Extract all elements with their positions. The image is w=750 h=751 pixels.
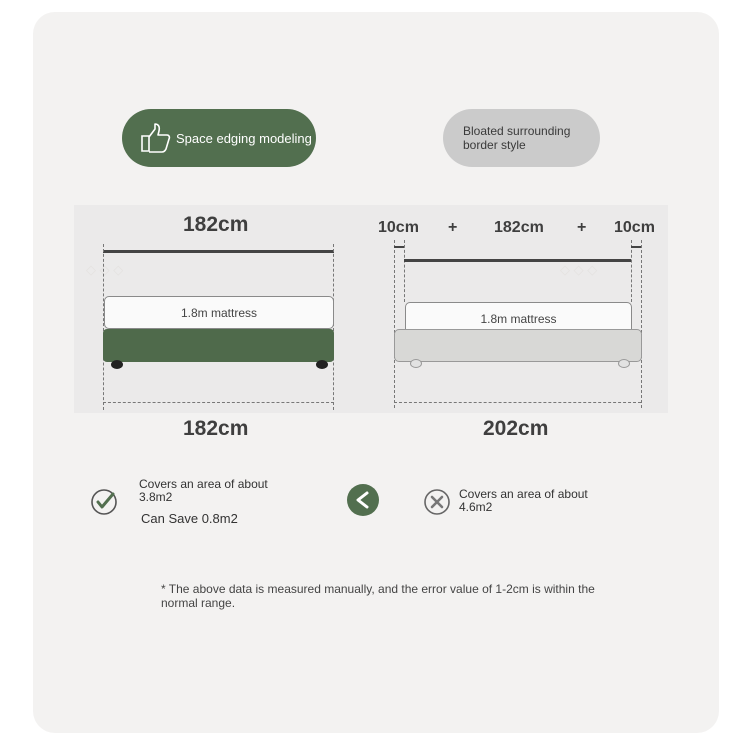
right-top-dimension-line bbox=[404, 259, 631, 262]
right-bed-frame bbox=[394, 329, 642, 362]
right-edge-right: 10cm bbox=[614, 219, 655, 236]
right-right-edge-line bbox=[631, 246, 641, 248]
right-edge-left: 10cm bbox=[378, 219, 419, 236]
watermark: ◇ ◇ ◇ bbox=[86, 262, 124, 277]
tab-space-edging-label: Space edging modeling bbox=[176, 130, 312, 146]
right-guide-outer-right bbox=[641, 240, 642, 408]
right-guide-inner-right bbox=[631, 240, 632, 302]
right-bottom-dimension-line bbox=[394, 402, 641, 403]
left-bed-frame bbox=[103, 329, 334, 362]
left-bottom-width: 182cm bbox=[183, 417, 249, 440]
right-bed-foot bbox=[410, 359, 422, 368]
plus-sign: + bbox=[448, 219, 458, 236]
right-bed-foot bbox=[618, 359, 630, 368]
left-area-text: Covers an area of about 3.8m2 bbox=[139, 477, 268, 504]
tab-bloated-border-label: Bloated surrounding border style bbox=[463, 124, 571, 152]
left-top-width: 182cm bbox=[183, 213, 249, 236]
left-guide-left bbox=[103, 244, 104, 410]
tab-bloated-border[interactable] bbox=[443, 109, 600, 167]
check-circle-icon bbox=[90, 488, 118, 516]
right-area-text: Covers an area of about 4.6m2 bbox=[459, 487, 588, 514]
right-guide-outer-left bbox=[394, 240, 395, 408]
thumbs-up-icon bbox=[140, 122, 174, 154]
left-bed-foot bbox=[111, 360, 123, 369]
left-bottom-dimension-line bbox=[103, 402, 334, 403]
watermark: ◇ ◇ ◇ bbox=[560, 262, 598, 277]
left-mattress: 1.8m mattress bbox=[104, 296, 334, 329]
plus-sign: + bbox=[577, 219, 587, 236]
left-top-dimension-line bbox=[103, 250, 334, 253]
right-left-edge-line bbox=[394, 246, 404, 248]
footnote: * The above data is measured manually, and the error value of 1-2cm is within the normal range. bbox=[161, 582, 595, 610]
right-mattress: 1.8m mattress bbox=[405, 302, 632, 335]
tab-space-edging[interactable] bbox=[122, 109, 316, 167]
left-save-text: Can Save 0.8m2 bbox=[141, 511, 238, 526]
right-guide-inner-left bbox=[404, 240, 405, 302]
left-bed-foot bbox=[316, 360, 328, 369]
right-middle-width: 182cm bbox=[494, 219, 544, 236]
x-circle-icon bbox=[423, 488, 451, 516]
less-than-icon bbox=[347, 484, 379, 516]
left-guide-right bbox=[333, 244, 334, 410]
right-bottom-width: 202cm bbox=[483, 417, 549, 440]
